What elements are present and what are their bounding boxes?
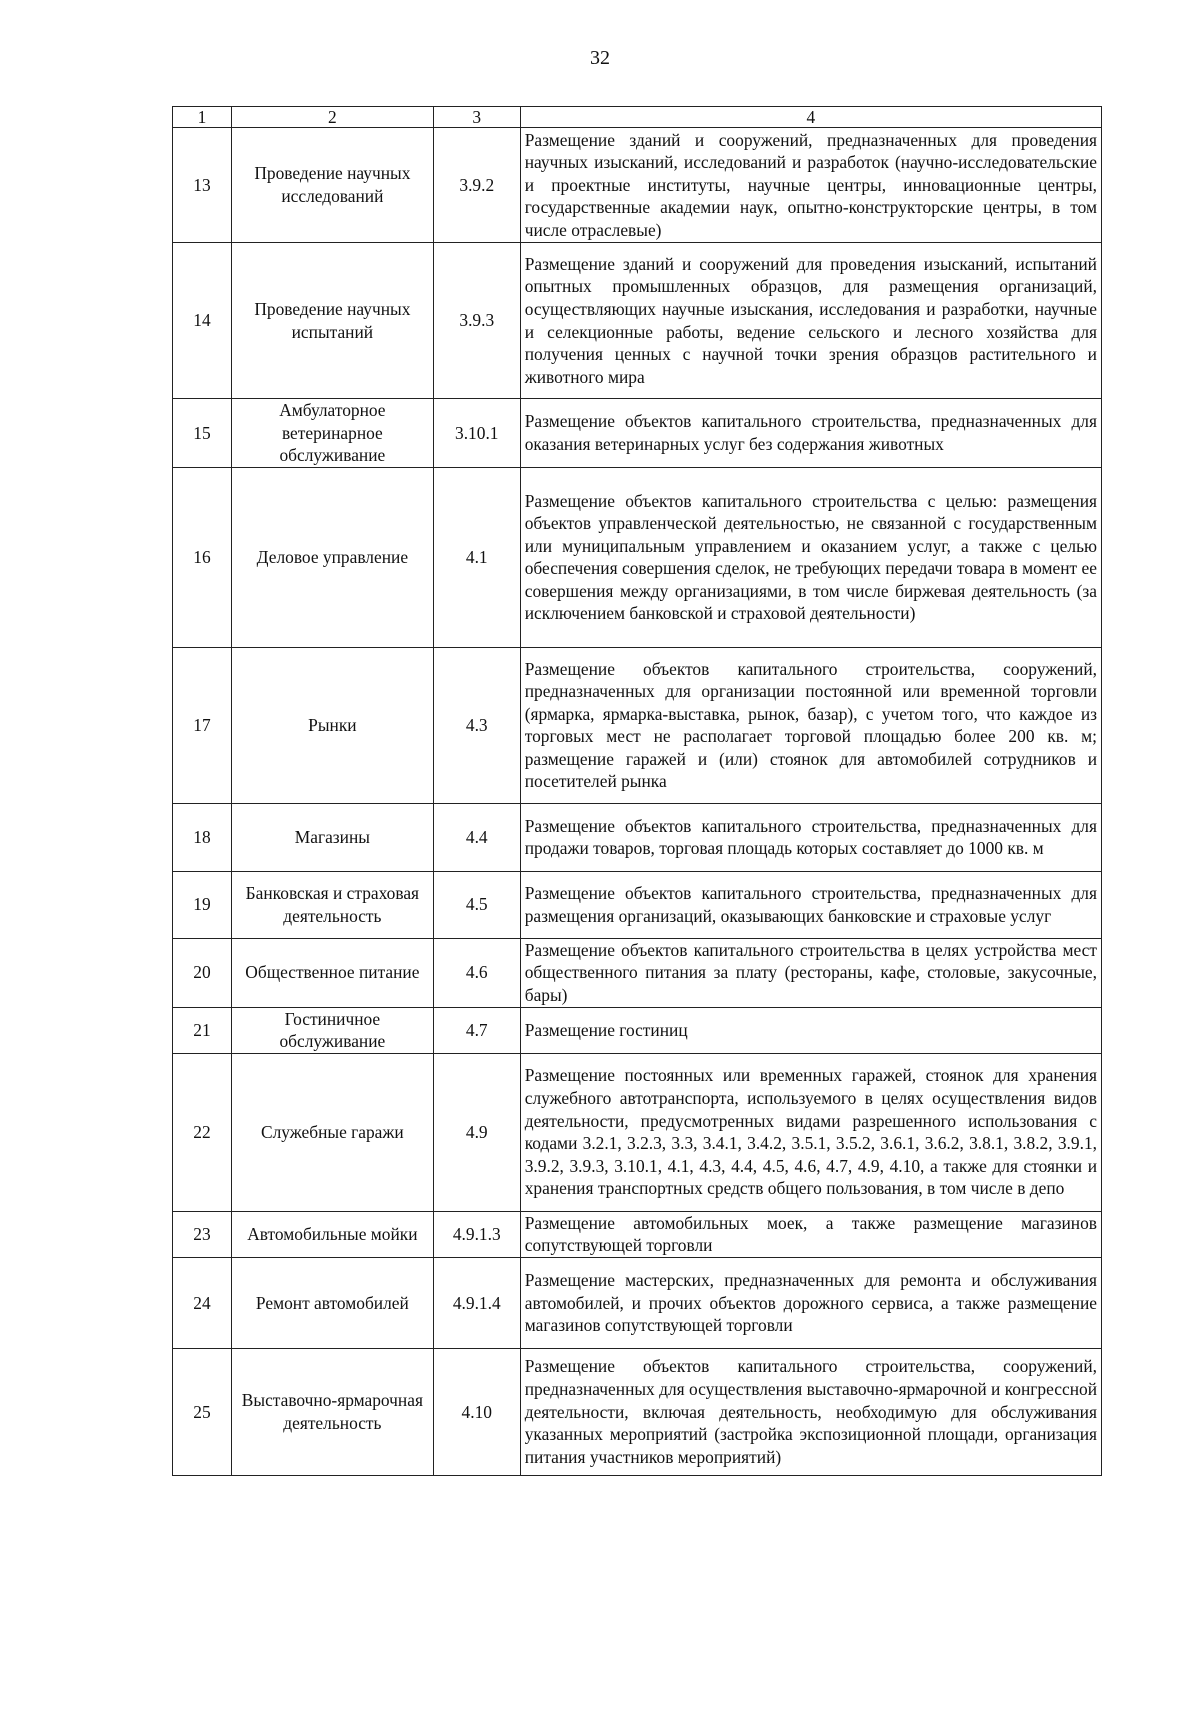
row-number: 22 xyxy=(173,1053,232,1211)
row-number: 15 xyxy=(173,399,232,468)
use-code: 4.6 xyxy=(433,938,520,1007)
table-header-row xyxy=(173,107,1102,128)
row-number: 20 xyxy=(173,938,232,1007)
table-row xyxy=(173,467,1102,647)
header-col-1: 1 xyxy=(173,107,232,128)
use-name: Банковская и страховая деятельность xyxy=(231,871,433,938)
use-name: Проведение научных исследований xyxy=(231,128,433,243)
use-code: 4.3 xyxy=(433,647,520,803)
use-code: 4.4 xyxy=(433,803,520,871)
use-description: Размещение автомобильных моек, а также размещение магазинов сопутствующей торговли xyxy=(520,1211,1101,1257)
header-col-2: 2 xyxy=(231,107,433,128)
use-name: Автомобильные мойки xyxy=(231,1211,433,1257)
use-name: Амбулаторное ветеринарное обслуживание xyxy=(231,399,433,468)
use-code: 4.10 xyxy=(433,1348,520,1475)
table-row xyxy=(173,128,1102,243)
table-row xyxy=(173,1257,1102,1348)
use-name: Рынки xyxy=(231,647,433,803)
use-code: 3.9.3 xyxy=(433,243,520,399)
table-row xyxy=(173,938,1102,1007)
use-description: Размещение объектов капитального строительства, предназначенных для продажи товаров, торговая площадь которых составляет до 1000 кв. м xyxy=(520,803,1101,871)
use-description: Размещение объектов капитального строительства в целях устройства мест общественного питания за плату (рестораны, кафе, столовые, закусочные, бары) xyxy=(520,938,1101,1007)
table-row xyxy=(173,803,1102,871)
row-number: 24 xyxy=(173,1257,232,1348)
use-description: Размещение гостиниц xyxy=(520,1007,1101,1053)
use-code: 4.9 xyxy=(433,1053,520,1211)
table-row xyxy=(173,871,1102,938)
use-code: 4.1 xyxy=(433,467,520,647)
row-number: 25 xyxy=(173,1348,232,1475)
use-name: Общественное питание xyxy=(231,938,433,1007)
use-name: Проведение научных испытаний xyxy=(231,243,433,399)
use-code: 4.9.1.4 xyxy=(433,1257,520,1348)
use-description: Размещение объектов капитального строительства, сооружений, предназначенных для осуществления выставочно-ярмарочной и конгрессной деятельности, включая деятельность, необходимую для обслуживания указанных мероприятий (застройка экспозиционной площади, организация питания участников мероприятий) xyxy=(520,1348,1101,1475)
row-number: 16 xyxy=(173,467,232,647)
table-row xyxy=(173,1348,1102,1475)
row-number: 18 xyxy=(173,803,232,871)
use-description: Размещение объектов капитального строительства, предназначенных для оказания ветеринарных услуг без содержания животных xyxy=(520,399,1101,468)
table-row xyxy=(173,1007,1102,1053)
use-description: Размещение объектов капитального строительства, предназначенных для размещения организаций, оказывающих банковские и страховые услуг xyxy=(520,871,1101,938)
row-number: 19 xyxy=(173,871,232,938)
use-code: 4.5 xyxy=(433,871,520,938)
header-col-3: 3 xyxy=(433,107,520,128)
use-description: Размещение постоянных или временных гаражей, стоянок для хранения служебного автотранспорта, используемого в целях осуществления видов деятельности, предусмотренных видами разрешенного использования с кодами 3.2.1, 3.2.3, 3.3, 3.4.1, 3.4.2, 3.5.1, 3.5.2, 3.6.1, 3.6.2, 3.8.1, 3.8.2, 3.9.1, 3.9.2, 3.9.3, 3.10.1, 4.1, 4.3, 4.4, 4.5, 4.6, 4.7, 4.9, 4.10, а также для стоянки и хранения транспортных средств общего пользования, в том числе в депо xyxy=(520,1053,1101,1211)
row-number: 23 xyxy=(173,1211,232,1257)
table-row xyxy=(173,1053,1102,1211)
row-number: 21 xyxy=(173,1007,232,1053)
table-row xyxy=(173,243,1102,399)
page-number: 32 xyxy=(590,47,610,69)
use-description: Размещение зданий и сооружений, предназначенных для проведения научных изысканий, исследований и разработок (научно-исследовательские и проектные институты, научные центры, инновационные центры, государственные академии наук, опытно-конструкторские центры, в том числе отраслевые) xyxy=(520,128,1101,243)
header-col-4: 4 xyxy=(520,107,1101,128)
row-number: 13 xyxy=(173,128,232,243)
use-description: Размещение зданий и сооружений для проведения изысканий, испытаний опытных промышленных образцов, для размещения организаций, осуществляющих научные изыскания, исследования и разработки, научные и селекционные работы, ведение сельского и лесного хозяйства для получения ценных с научной точки зрения образцов растительного и животного мира xyxy=(520,243,1101,399)
use-name: Ремонт автомобилей xyxy=(231,1257,433,1348)
use-name: Деловое управление xyxy=(231,467,433,647)
use-code: 4.9.1.3 xyxy=(433,1211,520,1257)
table-row xyxy=(173,647,1102,803)
use-code: 4.7 xyxy=(433,1007,520,1053)
row-number: 17 xyxy=(173,647,232,803)
use-description: Размещение мастерских, предназначенных для ремонта и обслуживания автомобилей, и прочих объектов дорожного сервиса, а также размещение магазинов сопутствующей торговли xyxy=(520,1257,1101,1348)
land-use-table xyxy=(172,106,1102,1476)
use-name: Выставочно-ярмарочная деятельность xyxy=(231,1348,433,1475)
use-name: Служебные гаражи xyxy=(231,1053,433,1211)
use-code: 3.9.2 xyxy=(433,128,520,243)
use-description: Размещение объектов капитального строительства с целью: размещения объектов управленческой деятельностью, не связанной с государственным или муниципальным управлением и оказанием услуг, а также с целью обеспечения совершения сделок, не требующих передачи товара в момент ее совершения между организациями, в том числе биржевая деятельность (за исключением банковской и страховой деятельности) xyxy=(520,467,1101,647)
table-row xyxy=(173,399,1102,468)
row-number: 14 xyxy=(173,243,232,399)
table-row xyxy=(173,1211,1102,1257)
use-name: Магазины xyxy=(231,803,433,871)
use-code: 3.10.1 xyxy=(433,399,520,468)
use-name: Гостиничное обслуживание xyxy=(231,1007,433,1053)
use-description: Размещение объектов капитального строительства, сооружений, предназначенных для организации постоянной или временной торговли (ярмарка, ярмарка-выставка, рынок, базар), с учетом того, что каждое из торговых мест не располагает торговой площадью более 200 кв. м; размещение гаражей и (или) стоянок для автомобилей сотрудников и посетителей рынка xyxy=(520,647,1101,803)
